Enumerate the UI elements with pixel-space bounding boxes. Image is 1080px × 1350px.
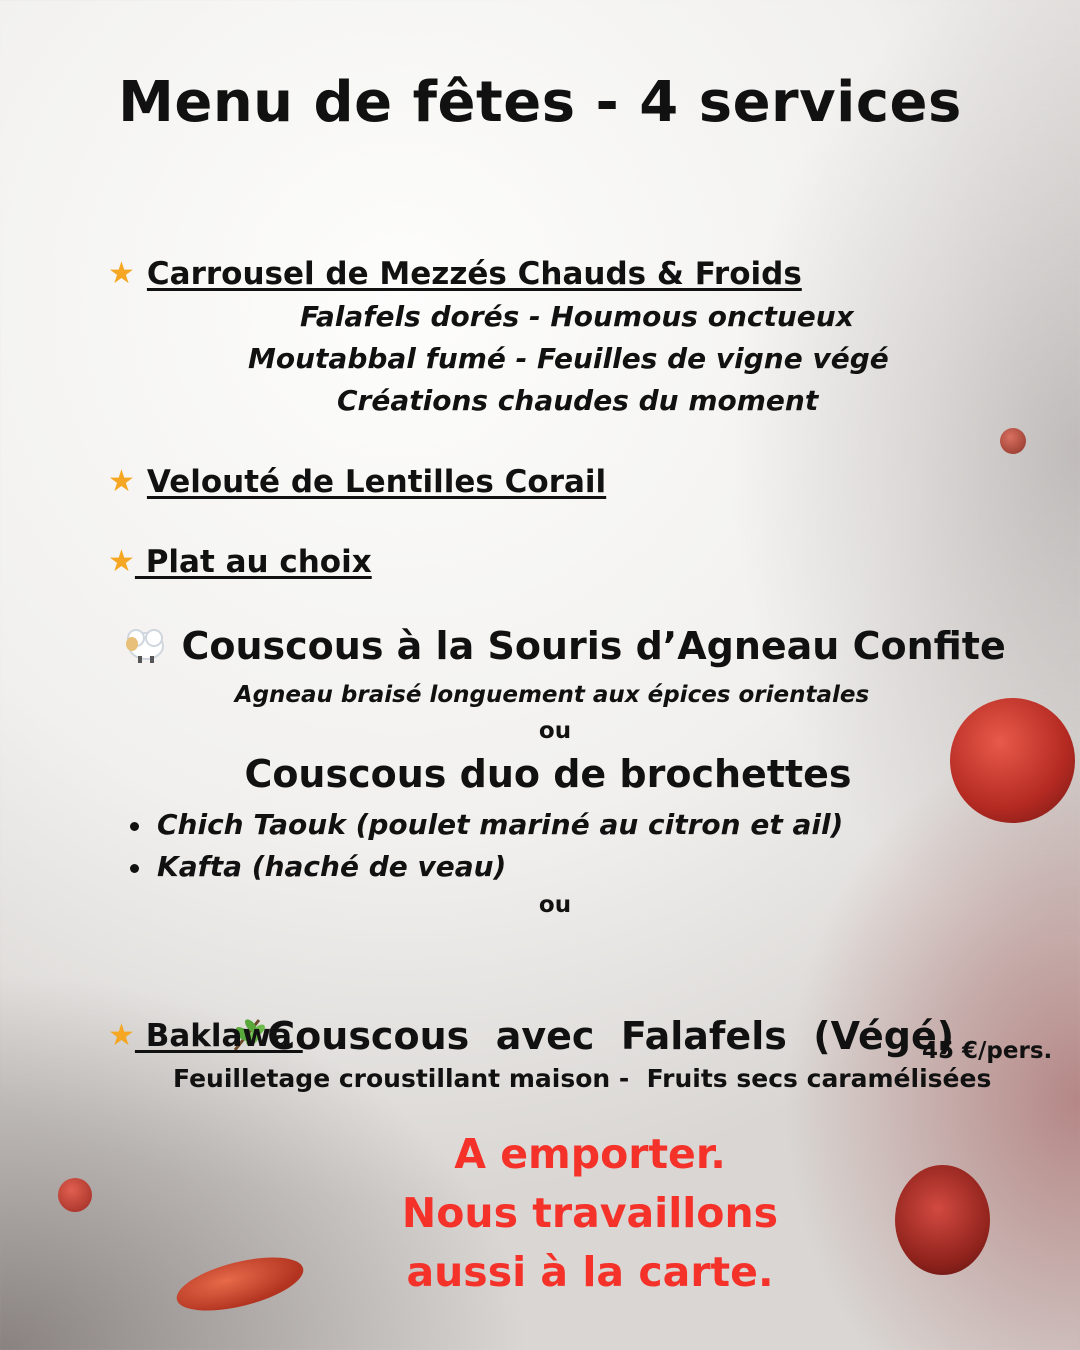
dessert-section-header	[108, 1018, 303, 1054]
star-icon: ★	[108, 464, 135, 499]
mezze-section-header	[108, 256, 802, 292]
price-label: 45 €/pers.	[922, 1038, 1053, 1064]
mezze-line-1: Falafels dorés - Houmous onctueux	[300, 300, 854, 333]
brochette-item	[130, 850, 506, 883]
bullet-dot	[130, 864, 139, 873]
tomato-decoration	[58, 1178, 92, 1212]
pepper-decoration	[172, 1247, 309, 1321]
brochette-item-label: Kafta (haché de veau)	[157, 850, 507, 883]
dish-falafel-name: Couscous avec Falafels (Végé)	[267, 1014, 955, 1058]
dish-lamb	[25, 624, 1080, 673]
or-separator-1: ou	[538, 718, 572, 744]
dish-lamb-name: Couscous à la Souris d’Agneau Confite	[181, 624, 1006, 668]
brochette-item-label: Chich Taouk (poulet mariné au citron et ail)	[157, 808, 844, 841]
soup-section-header	[108, 464, 606, 500]
main-section-header	[108, 544, 372, 580]
dessert-title: Baklawa	[134, 1018, 303, 1054]
star-icon: ★	[108, 1018, 135, 1053]
soup-title: Velouté de Lentilles Corail	[146, 464, 607, 500]
page-title: Menu de fêtes - 4 services	[118, 70, 962, 135]
takeaway-notice	[330, 1125, 850, 1302]
brochette-item	[130, 808, 843, 841]
main-title: Plat au choix	[134, 544, 372, 580]
bullet-dot	[130, 822, 139, 831]
sheep-icon	[124, 624, 168, 673]
or-separator-2: ou	[538, 892, 572, 918]
tomato-decoration	[895, 1165, 990, 1275]
cta-line: A emporter.	[454, 1130, 726, 1178]
dessert-description: Feuilletage croustillant maison - Fruits secs caramélisées	[173, 1064, 992, 1093]
dish-brochettes: Couscous duo de brochettes	[244, 752, 852, 796]
dish-lamb-subtitle: Agneau braisé longuement aux épices orientales	[234, 682, 870, 708]
mezze-line-2: Moutabbal fumé - Feuilles de vigne végé	[248, 342, 889, 375]
tomato-decoration	[1000, 428, 1026, 454]
cta-line: Nous travaillons	[401, 1189, 779, 1237]
star-icon: ★	[108, 256, 135, 291]
cta-line: aussi à la carte.	[406, 1248, 774, 1296]
mezze-title: Carrousel de Mezzés Chauds & Froids	[146, 256, 802, 292]
mezze-line-3: Créations chaudes du moment	[337, 384, 819, 417]
star-icon: ★	[108, 544, 135, 579]
